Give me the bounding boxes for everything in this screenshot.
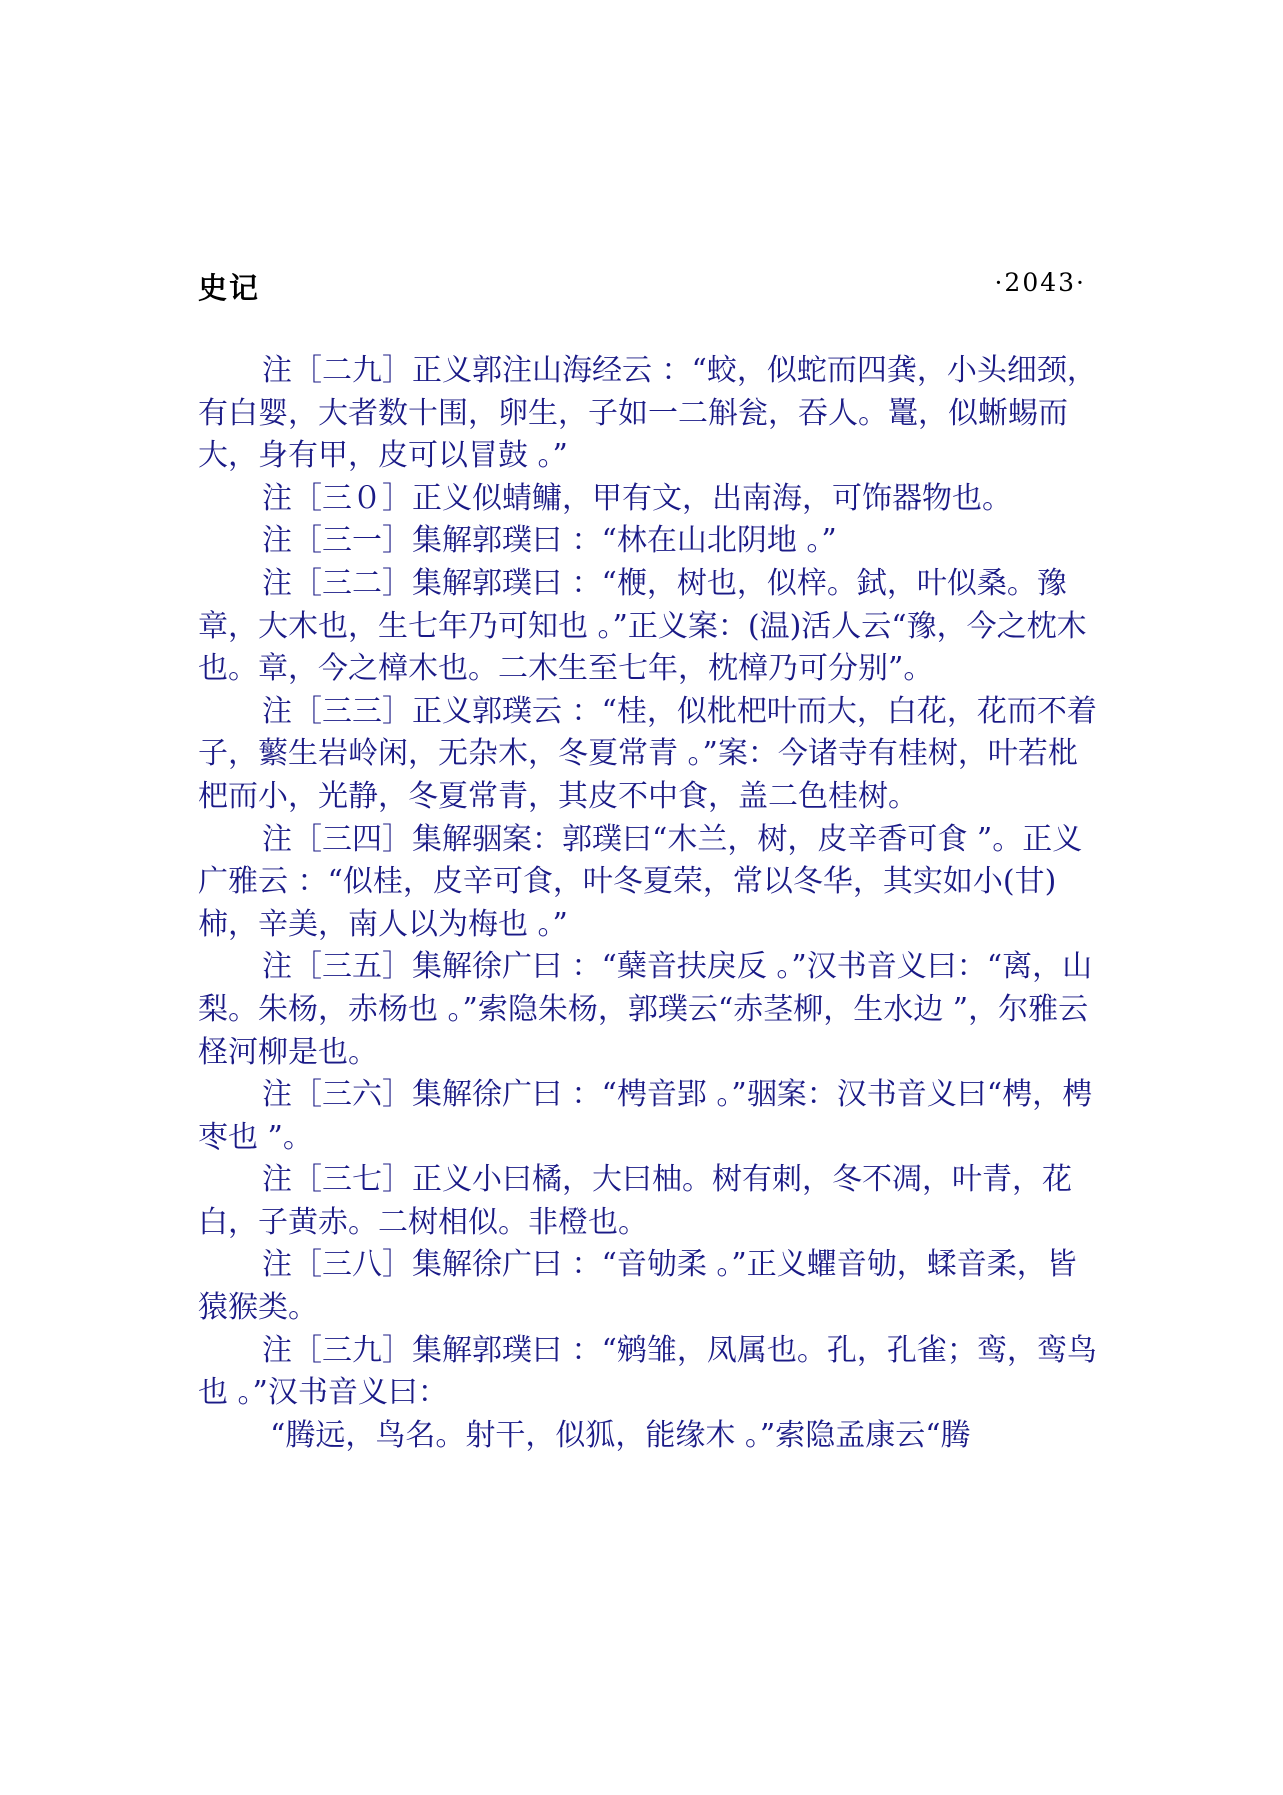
book-title: 史记 bbox=[198, 271, 261, 305]
note-34: 注［三四］集解骃案：郭璞曰“木兰，树，皮辛香可食 ”。正义广雅云 ：“似桂，皮辛可食，叶冬夏荣，常以冬华，其实如小(甘)柿，辛美，南人以为梅也 。” bbox=[198, 821, 1083, 942]
note-37: 注［三七］正义小曰橘，大曰柚。树有刺，冬不凋，叶青，花白，子黄赤。二树相似。非橙也。 bbox=[198, 1162, 1072, 1240]
note-35: 注［三五］集解徐广曰 ：“蘖音扶戾反 。”汉书音义曰：“离，山梨。朱杨，赤杨也 。”索隐朱杨，郭璞云“赤茎柳，生水边 ”，尔雅云柽河柳是也。 bbox=[198, 949, 1093, 1070]
note-36: 注［三六］集解徐广曰 ：“梬音郢 。”骃案：汉书音义曰“梬，梬枣也 ”。 bbox=[198, 1077, 1093, 1155]
annotation-body bbox=[198, 350, 1098, 1457]
note-29: 注［二九］正义郭注山海经云 ：“蛟，似蛇而四龚，小头细颈，有白婴，大者数十围，卵生，子如一二斛瓮，吞人。鼍，似蜥蜴而大，身有甲，皮可以冒鼓 。” bbox=[198, 353, 1097, 474]
note-31: 注［三一］集解郭璞曰 ：“林在山北阴地 。” bbox=[262, 523, 837, 559]
page-number: ·2043· bbox=[994, 268, 1086, 297]
note-39-continued: “腾远，鸟名。射干，似狐，能缘木 。”索隐孟康云“腾 bbox=[270, 1417, 971, 1453]
note-38: 注［三八］集解徐广曰 ：“音劬柔 。”正义蠷音劬，蝚音柔，皆猿猴类。 bbox=[198, 1247, 1077, 1326]
note-32: 注［三二］集解郭璞曰 ：“楩，树也，似梓。鉽，叶似桑。豫章，大木也，生七年乃可知也 。”正义案：(温)活人云“豫，今之枕木也。章，今之樟木也。二木生至七年，枕樟乃可分别”。 bbox=[198, 565, 1087, 687]
note-33: 注［三三］正义郭璞云 ：“桂，似枇杷叶而大，白花，花而不着子，蘩生岩岭闲，无杂木，冬夏常青 。”案：今诸寺有桂树，叶若枇杷而小，光静，冬夏常青，其皮不中食，盖二色桂树。 bbox=[198, 693, 1097, 814]
page-header bbox=[198, 266, 1086, 306]
note-30: 注［三０］正义似蜻鳙，甲有文，出南海，可饰器物也。 bbox=[262, 480, 1012, 516]
note-39: 注［三九］集解郭璞曰 ：“鹓雏，凤属也。孔，孔雀；鸾，鸾鸟也 。”汉书音义曰： bbox=[198, 1332, 1097, 1411]
